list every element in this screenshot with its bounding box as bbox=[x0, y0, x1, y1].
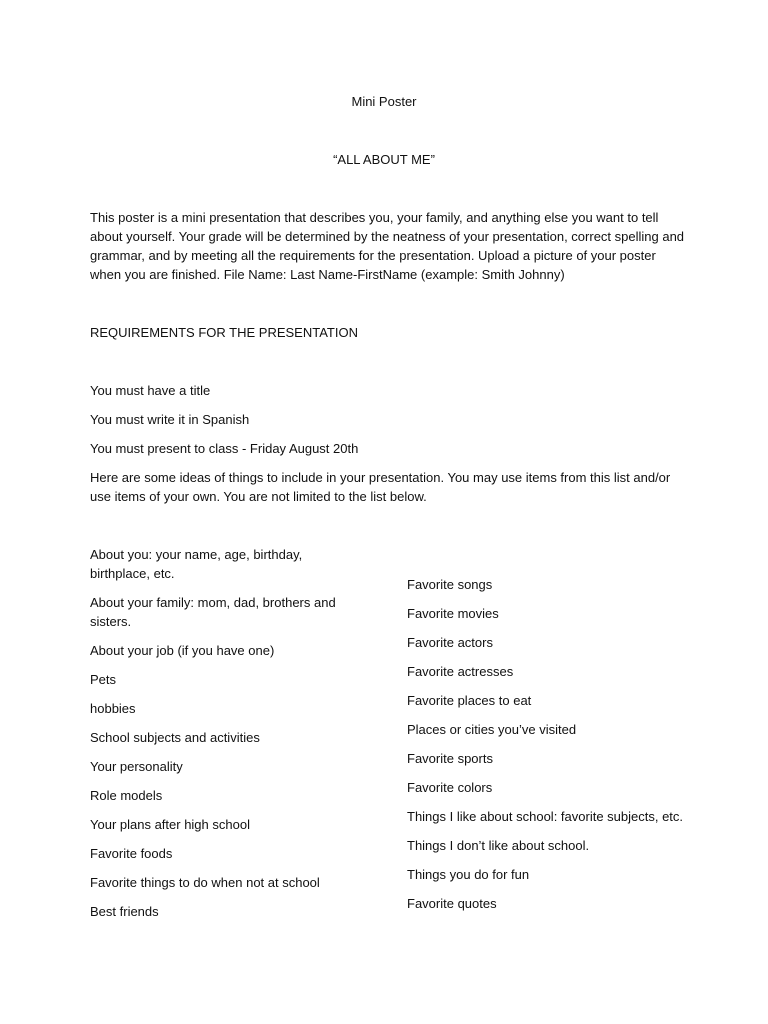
idea-item: Favorite places to eat bbox=[407, 693, 532, 708]
idea-item: About you: your name, age, birthday, birthplace, etc. bbox=[90, 547, 303, 581]
requirements-list bbox=[90, 381, 690, 468]
idea-item: Your plans after high school bbox=[90, 817, 250, 832]
idea-item: School subjects and activities bbox=[90, 730, 260, 745]
idea-item: hobbies bbox=[90, 701, 136, 716]
idea-item: Favorite sports bbox=[407, 751, 493, 766]
ideas-intro-paragraph: Here are some ideas of things to include in your presentation. You may use items from this list and/or use items of your own. You are not limited to the list below. bbox=[90, 470, 671, 504]
idea-item: About your job (if you have one) bbox=[90, 643, 275, 658]
idea-item: About your family: mom, dad, brothers and sisters. bbox=[90, 595, 336, 629]
requirement-item: You must have a title bbox=[90, 383, 211, 398]
idea-item: Favorite actors bbox=[407, 635, 493, 650]
idea-item: Favorite colors bbox=[407, 780, 493, 795]
idea-item: Things I don’t like about school. bbox=[407, 838, 590, 853]
idea-item: Things you do for fun bbox=[407, 867, 530, 882]
idea-item: Pets bbox=[90, 672, 117, 687]
idea-item: Things I like about school: favorite subjects, etc. bbox=[407, 809, 684, 824]
idea-item: Places or cities you’ve visited bbox=[407, 722, 577, 737]
requirement-item: You must write it in Spanish bbox=[90, 412, 250, 427]
document-title: Mini Poster bbox=[351, 94, 417, 109]
ideas-list-left bbox=[90, 545, 350, 931]
ideas-list-right bbox=[407, 575, 707, 923]
idea-item: Best friends bbox=[90, 904, 159, 919]
document-subtitle: “ALL ABOUT ME” bbox=[333, 152, 435, 167]
requirement-item: You must present to class - Friday August 20th bbox=[90, 441, 359, 456]
idea-item: Role models bbox=[90, 788, 163, 803]
idea-item: Favorite quotes bbox=[407, 896, 497, 911]
idea-item: Favorite actresses bbox=[407, 664, 514, 679]
idea-item: Favorite things to do when not at school bbox=[90, 875, 320, 890]
idea-item: Favorite movies bbox=[407, 606, 499, 621]
intro-paragraph: This poster is a mini presentation that describes you, your family, and anything else you want to tell about yourself. Your grade will be determined by the neatness of your presentation, correct spelling and grammar, and by meeting all the requirements for the presentation. Upload a picture of your poster when you are finished. File Name: Last Name-FirstName (example: Smith Johnny) bbox=[90, 210, 685, 282]
idea-item: Favorite songs bbox=[407, 577, 493, 592]
requirements-heading: REQUIREMENTS FOR THE PRESENTATION bbox=[90, 325, 358, 340]
idea-item: Favorite foods bbox=[90, 846, 173, 861]
idea-item: Your personality bbox=[90, 759, 183, 774]
